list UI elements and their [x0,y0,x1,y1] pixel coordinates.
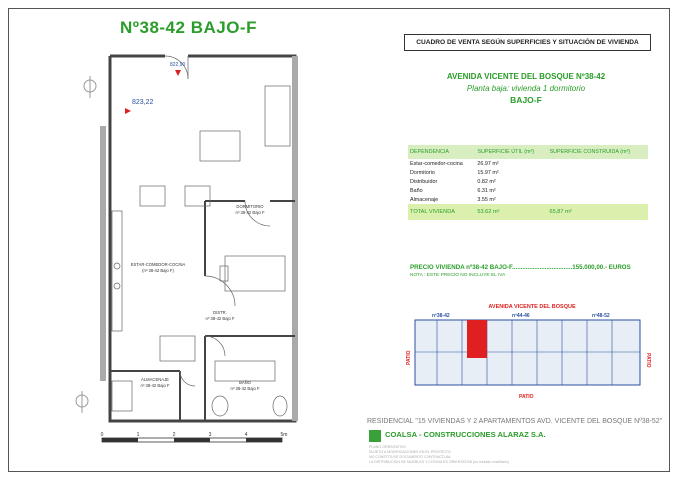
price-note: NOTA : ESTE PRECIO NO INCLUYE EL IVA [410,273,506,278]
table-header: SUPERFICIE CONSTRUIDA (m²) [548,145,648,159]
row-name: Dormitorio [410,169,435,176]
site-block-label: nº38-42 [432,313,450,319]
scale-bar [100,432,300,456]
total-name: TOTAL VIVIENDA [408,204,475,220]
fine-print-line: SUJETO A MODIFICACIONES EN EL PROYECTO [369,450,451,454]
row-name: Baño [410,187,423,194]
site-block-label: nº44-46 [512,313,530,319]
room-sublabel-dormitorio: nº 38-42 Bajo F [235,210,265,215]
unit-label: BAJO-F [510,95,542,105]
table-row [408,168,648,177]
row-name: Distribuidor [410,178,438,185]
highlighted-unit [467,320,487,358]
company-logo-icon [369,430,381,442]
row-util: 0.82 m² [477,178,496,185]
table-row [408,195,648,204]
scale-tick: 3 [208,432,212,438]
site-block-label: nº48-52 [592,313,610,319]
room-label-dormitorio: DORMITORIO [236,204,264,209]
table-row [408,186,648,195]
site-patio-right: PATIO [645,353,651,368]
room-label-estar: ESTAR-COMEDOR-COCINA [130,262,186,267]
site-street-label: AVENIDA VICENTE DEL BOSQUE [488,304,576,310]
page-title: Nº38-42 BAJO-F [120,18,257,37]
scale-tick: 4 [244,432,248,438]
site-plan [407,300,657,410]
table-row [408,177,648,186]
fine-print [369,445,509,465]
dimension-top: 822,90 [170,62,186,68]
table-header: DEPENDENCIA [408,145,475,159]
north-arrow-icon [76,76,96,413]
room-sublabel-almacenaje: nº 38-42 Bajo F [140,383,170,388]
table-header: SUPERFICIE ÚTIL (m²) [475,145,547,159]
site-patio-bottom: PATIO [519,394,534,400]
row-util: 6.31 m² [477,187,496,194]
total-util: 53.62 m² [475,204,547,220]
residencial-label: RESIDENCIAL "15 VIVIENDAS Y 2 APARTAMENTOS AVD. VICENTE DEL BOSQUE Nº38-52" [367,418,663,425]
room-sublabel-bano: nº 38-42 Bajo F [230,386,260,391]
scale-tick: 1 [136,432,140,438]
fine-print-line: LA DISTRIBUCIÓN DE MUEBLES Y COCINA ES ORIENTATIVA (no incluido mobiliario) [369,460,509,464]
company-name: COALSA - CONSTRUCCIONES ALARAZ S.A. [385,430,546,439]
sales-box-title: CUADRO DE VENTA SEGÚN SUPERFICIES Y SITUACIÓN DE VIVIENDA [404,34,651,51]
scale-tick: 0 [100,432,104,438]
address: AVENIDA VICENTE DEL BOSQUE Nº38-42 [446,72,606,81]
room-label-almacenaje: ALMACENAJE [141,377,169,382]
table-row [408,159,648,168]
row-util: 3.55 m² [477,196,496,203]
subtitle: Planta baja: vivienda 1 dormitorio [466,84,586,93]
fine-print-line: PLANO ORIENTATIVO [369,445,407,449]
row-util: 26.97 m² [477,160,499,167]
scale-tick: 5m [280,432,288,438]
row-util: 15.97 m² [477,169,499,176]
room-sublabel-distr: nº 38-42 Bajo F [205,316,235,321]
row-name: Estar-comedor-cocina [410,160,463,167]
price-line: PRECIO VIVIENDA nº38-42 BAJO-F...................................155.000,00.- EUROS [410,264,631,271]
room-label-bano: BAÑO [239,380,251,385]
table-total-row [408,204,648,220]
total-built: 65,87 m² [548,204,648,220]
room-label-distr: DISTR. [213,310,227,315]
room-sublabel-estar: (nº 38-42 Bajo F) [142,268,174,273]
fine-print-line: NO CONSTITUYE DOCUMENTO CONTRACTUAL [369,455,451,459]
row-name: Almacenaje [410,196,439,203]
site-patio-left: PATIO [406,350,412,365]
floor-plan [70,36,310,426]
surface-table [408,145,648,220]
table-header-row [408,145,648,159]
dimension-left: 823,22 [132,99,154,106]
scale-tick: 2 [172,432,176,438]
